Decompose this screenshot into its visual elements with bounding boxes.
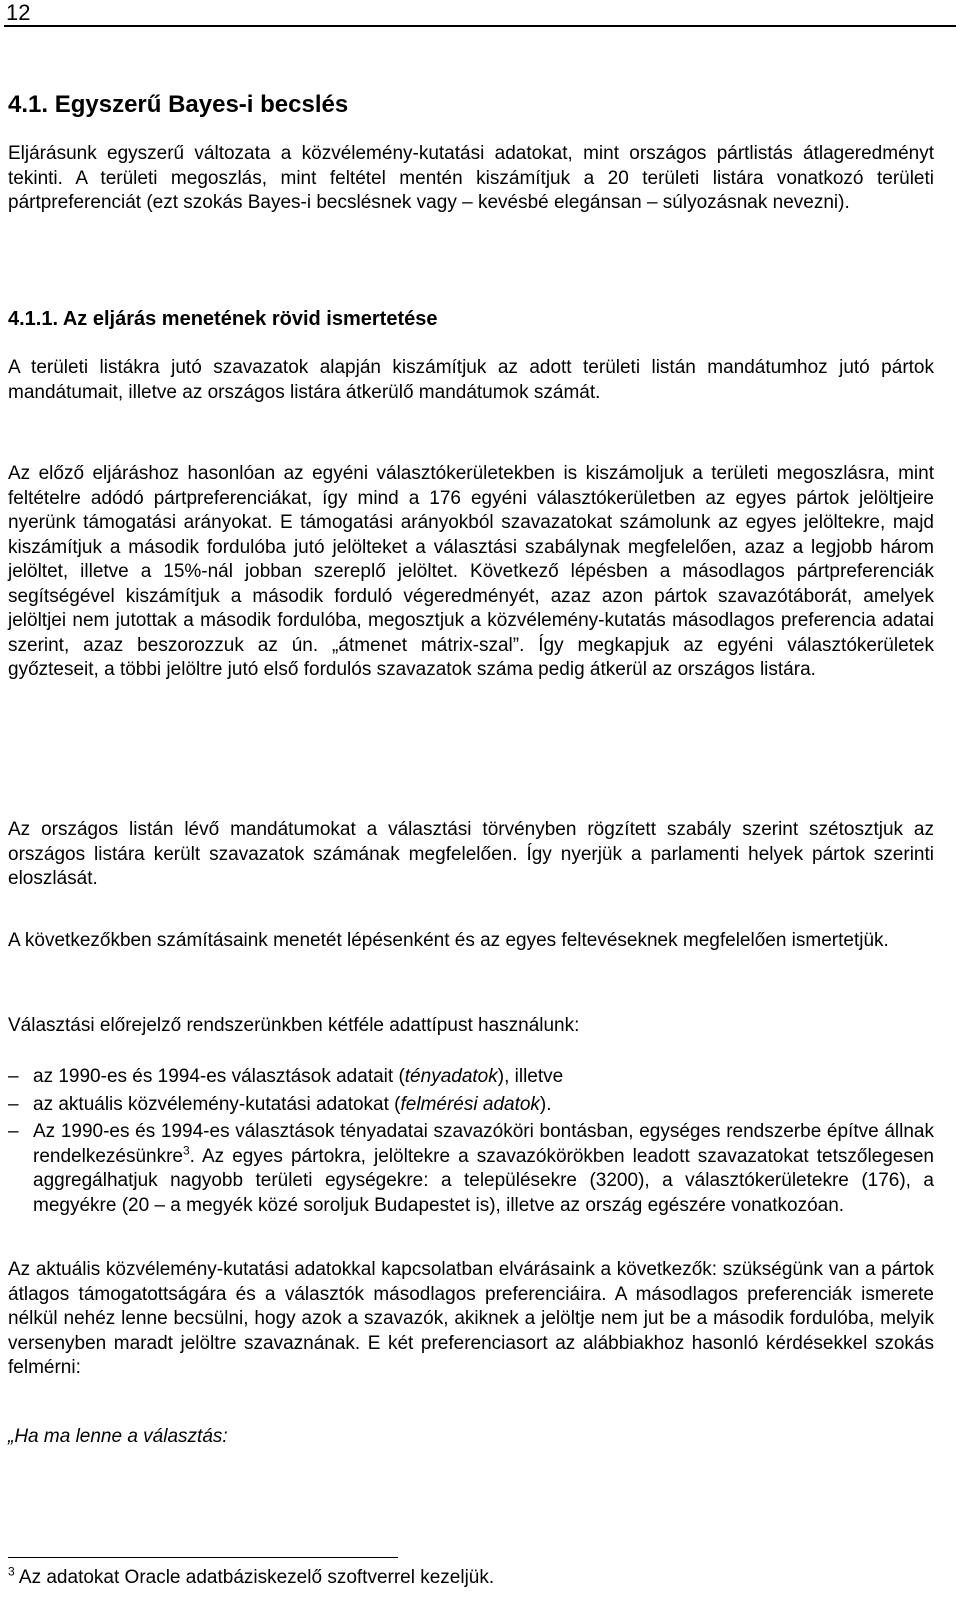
dash-bullet: – (8, 1121, 19, 1142)
list-item-text: az aktuális közvélemény-kutatási adatokat ( (33, 1093, 401, 1115)
section-title: 4.1. Egyszerű Bayes-i becslés (8, 91, 349, 118)
footnote-text: Az adatokat Oracle adatbáziskezelő szoftverrel kezeljük. (14, 1567, 495, 1588)
footnote-reference: 3 (182, 1143, 190, 1158)
paragraph-after-list: Az aktuális közvélemény-kutatási adatokkal kapcsolatban elvárásaink a következők: szükségünk van a pártok átlagos támogatottságára és a választók másodlagos preferenciáira. A másodlagos preferenciák ismerete nélkül nehéz lenne becsülni, hogy azok a szavazók, akiknek a jelöltje nem jut be a második fordulóba, melyik versenyben maradt jelöltre szavaznának. E két preferenciasort az alábbiakhoz hasonló kérdésekkel szokás felmérni: (8, 1259, 934, 1378)
list-item-text: Az 1990-es és 1994-es választások tényadatai szavazóköri bontásban, egységes rendszerbe építve állnak rendelkezésünkre (33, 1121, 934, 1167)
list-item-emphasis: felmérési adatok (400, 1093, 540, 1115)
data-type-list (8, 1065, 934, 1221)
dash-bullet: – (8, 1066, 19, 1087)
paragraph-3: Az országos listán lévő mandátumokat a választási törvényben rögzített szabály szerint szétosztjuk az országos listára került szavazatok számának megfelelően. Így nyerjük a parlamenti helyek pártok szerinti eloszlását. (8, 819, 934, 889)
paragraph-5: Választási előrejelző rendszerünkben kétféle adattípust használunk: (8, 1015, 580, 1036)
footnote-rule (8, 1557, 398, 1558)
list-item (8, 1093, 934, 1118)
list-item (8, 1065, 934, 1090)
list-item-emphasis: tényadatok (404, 1066, 498, 1087)
page-number: 12 (6, 0, 31, 25)
list-item-text-end: . Az egyes pártokra, jelöltekre a szavazókörökben leadott szavazatokat tetszőlegesen aggregálhatjuk nagyobb területi egységekre: a településekre (3200), a választókerületekre (176), a megyékre (20 – a megyék közé soroljuk Budapestet is), illetve az ország egészére vonatkozóan. (33, 1145, 934, 1216)
subsection-title: 4.1.1. Az eljárás menetének rövid ismertetése (8, 308, 438, 330)
footnote-number: 3 (8, 1564, 15, 1579)
header-rule (4, 25, 956, 27)
footnote (8, 1566, 494, 1590)
paragraph-1: A területi listákra jutó szavazatok alapján kiszámítjuk az adott területi listán mandátumhoz jutó pártok mandátumait, illetve az országos listára átkerülő mandátumok számát. (8, 357, 934, 403)
list-item-text-end: ), illetve (497, 1066, 564, 1087)
paragraph-2: Az előző eljáráshoz hasonlóan az egyéni választókerületekben is kiszámoljuk a területi megoszlásra, mint feltételre adódó pártpreferenciákat, így mind a 176 egyéni választókerületben az egyes pártok jelöltjeire nyerünk támogatási arányokat. E támogatási arányokból szavazatokat számolunk az egyes jelöltekre, majd kiszámítjuk a második fordulóba jutó jelölteket a választási szabálynak megfelelően, azaz a legjobb három jelöltet, illetve a 15%-nál jobban szereplő jelöltet. Következő lépésben a másodlagos pártpreferenciák segítségével kiszámítjuk a második forduló végeredményét, azaz azon pártok szavazótáborát, amelyek jelöltjei nem jutottak a második fordulóba, megosztjuk a közvélemény-kutatás másodlagos preferencia adatai szerint, azaz beszorozzuk az ún. „átmenet mátrix-szal”. Így megkapjuk az egyéni választókerületek győzteseit, a többi jelöltre jutó első fordulós szavazatok száma pedig átkerül az országos listára. (8, 463, 934, 680)
dash-bullet: – (8, 1093, 19, 1115)
intro-paragraph: Eljárásunk egyszerű változata a közvélemény-kutatási adatokat, mint országos pártlistás átlageredményt tekinti. A területi megoszlás, mint feltétel mentén kiszámítjuk a 20 területi listára vonatkozó területi pártpreferenciát (ezt szokás Bayes-i becslésnek vagy – kevésbé elegánsan – súlyozásnak nevezni). (8, 143, 934, 213)
list-item (8, 1120, 934, 1218)
paragraph-4: A következőkben számításaink menetét lépésenként és az egyes feltevéseknek megfelelően ismertetjük. (8, 930, 889, 951)
question-italic: „Ha ma lenne a választás: (8, 1426, 228, 1447)
question-line (8, 1425, 934, 1450)
list-item-text: az 1990-es és 1994-es választások adatait ( (33, 1066, 405, 1087)
list-item-text-end: ). (539, 1093, 552, 1115)
